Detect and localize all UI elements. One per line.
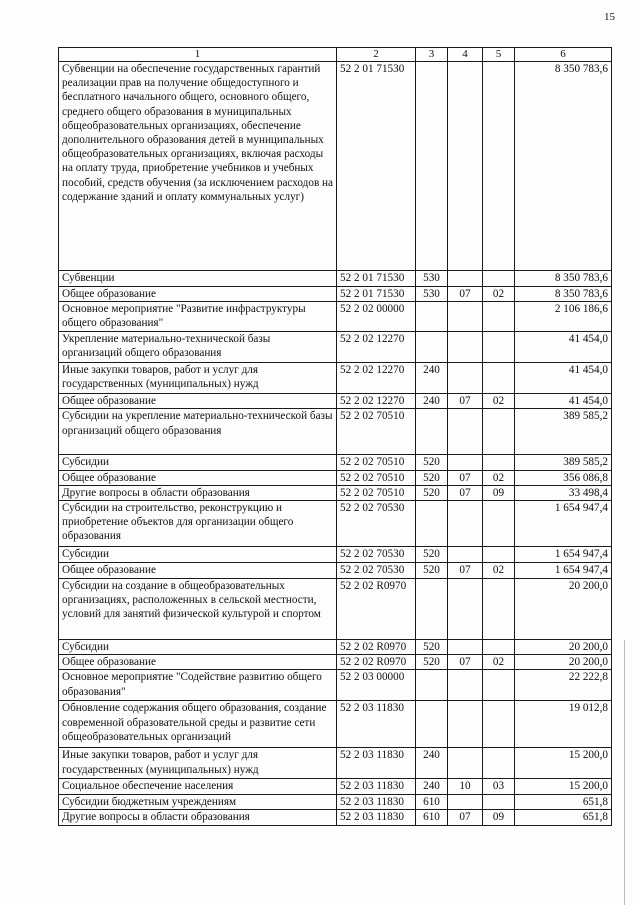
cell-sum: 1 654 947,4 bbox=[515, 501, 612, 547]
cell-vr bbox=[416, 579, 448, 640]
cell-name: Субсидии на строительство, реконструкцию и приобретение объектов для организации общего образования bbox=[59, 501, 337, 547]
cell-rz bbox=[448, 670, 483, 701]
cell-code: 52 2 02 R0970 bbox=[337, 640, 416, 655]
cell-vr: 610 bbox=[416, 809, 448, 825]
cell-pr: 09 bbox=[483, 485, 515, 500]
cell-name: Субвенции на обеспечение государственных гарантий реализации прав на получение общедоступного и бесплатного начального общего, основного общего, среднего общего образования в муниципальных общеобразовательных организациях, обеспечение дополнительного образования детей в муниципальных общеобразовательных организациях, включая расходы на оплату труда, приобретение учебников и учебных пособий, средств обучения (за исключением расходов на содержание зданий и оплату коммунальных услуг) bbox=[59, 62, 337, 271]
cell-code: 52 2 02 12270 bbox=[337, 363, 416, 394]
cell-pr bbox=[483, 455, 515, 470]
cell-code: 52 2 02 70510 bbox=[337, 409, 416, 455]
cell-name: Основное мероприятие "Содействие развитию общего образования" bbox=[59, 670, 337, 701]
cell-sum: 20 200,0 bbox=[515, 655, 612, 670]
cell-sum: 20 200,0 bbox=[515, 640, 612, 655]
cell-sum: 8 350 783,6 bbox=[515, 62, 612, 271]
cell-sum: 8 350 783,6 bbox=[515, 287, 612, 302]
cell-name: Субсидии на создание в общеобразовательных организациях, расположенных в сельской местности, условий для занятий физической культурой и спортом bbox=[59, 579, 337, 640]
cell-sum: 356 086,8 bbox=[515, 470, 612, 485]
cell-sum: 1 654 947,4 bbox=[515, 563, 612, 579]
cell-pr bbox=[483, 363, 515, 394]
cell-rz bbox=[448, 501, 483, 547]
cell-code: 52 2 01 71530 bbox=[337, 271, 416, 287]
cell-vr: 520 bbox=[416, 547, 448, 563]
cell-pr bbox=[483, 794, 515, 809]
cell-rz: 07 bbox=[448, 287, 483, 302]
cell-pr bbox=[483, 332, 515, 363]
cell-sum: 651,8 bbox=[515, 809, 612, 825]
header-col-5: 5 bbox=[483, 48, 515, 62]
cell-name: Субсидии bbox=[59, 455, 337, 470]
header-col-3: 3 bbox=[416, 48, 448, 62]
table-row bbox=[59, 363, 612, 394]
cell-pr bbox=[483, 547, 515, 563]
cell-sum: 20 200,0 bbox=[515, 579, 612, 640]
header-col-4: 4 bbox=[448, 48, 483, 62]
cell-code: 52 2 01 71530 bbox=[337, 62, 416, 271]
table-row bbox=[59, 287, 612, 302]
cell-pr: 02 bbox=[483, 655, 515, 670]
cell-rz bbox=[448, 547, 483, 563]
cell-vr: 240 bbox=[416, 363, 448, 394]
cell-vr bbox=[416, 332, 448, 363]
table-row bbox=[59, 409, 612, 455]
cell-vr: 520 bbox=[416, 470, 448, 485]
cell-vr bbox=[416, 62, 448, 271]
table-row bbox=[59, 794, 612, 809]
cell-code: 52 2 03 11830 bbox=[337, 748, 416, 779]
table-row bbox=[59, 579, 612, 640]
cell-code: 52 2 03 11830 bbox=[337, 701, 416, 748]
cell-vr: 240 bbox=[416, 394, 448, 409]
cell-code: 52 2 02 70510 bbox=[337, 485, 416, 500]
cell-vr: 240 bbox=[416, 779, 448, 794]
cell-pr bbox=[483, 748, 515, 779]
cell-code: 52 2 02 70530 bbox=[337, 563, 416, 579]
table-row bbox=[59, 640, 612, 655]
cell-sum: 8 350 783,6 bbox=[515, 271, 612, 287]
cell-sum: 389 585,2 bbox=[515, 455, 612, 470]
cell-vr bbox=[416, 701, 448, 748]
header-row bbox=[59, 48, 612, 62]
cell-pr bbox=[483, 271, 515, 287]
cell-code: 52 2 02 12270 bbox=[337, 394, 416, 409]
cell-name: Другие вопросы в области образования bbox=[59, 485, 337, 500]
cell-code: 52 2 03 11830 bbox=[337, 779, 416, 794]
cell-code: 52 2 02 12270 bbox=[337, 332, 416, 363]
cell-name: Общее образование bbox=[59, 394, 337, 409]
cell-rz bbox=[448, 794, 483, 809]
cell-rz bbox=[448, 455, 483, 470]
cell-pr: 02 bbox=[483, 287, 515, 302]
cell-name: Общее образование bbox=[59, 563, 337, 579]
cell-rz: 10 bbox=[448, 779, 483, 794]
cell-rz: 07 bbox=[448, 809, 483, 825]
table-row bbox=[59, 655, 612, 670]
cell-rz bbox=[448, 640, 483, 655]
cell-rz bbox=[448, 271, 483, 287]
cell-rz: 07 bbox=[448, 394, 483, 409]
table-row bbox=[59, 501, 612, 547]
cell-sum: 41 454,0 bbox=[515, 363, 612, 394]
cell-name: Другие вопросы в области образования bbox=[59, 809, 337, 825]
cell-sum: 22 222,8 bbox=[515, 670, 612, 701]
cell-vr bbox=[416, 302, 448, 332]
cell-rz bbox=[448, 701, 483, 748]
cell-code: 52 2 03 11830 bbox=[337, 809, 416, 825]
cell-vr: 520 bbox=[416, 655, 448, 670]
table-row bbox=[59, 302, 612, 332]
header-col-6: 6 bbox=[515, 48, 612, 62]
cell-rz bbox=[448, 579, 483, 640]
cell-pr bbox=[483, 501, 515, 547]
cell-pr bbox=[483, 579, 515, 640]
cell-name: Социальное обеспечение населения bbox=[59, 779, 337, 794]
cell-pr: 02 bbox=[483, 563, 515, 579]
table-row bbox=[59, 748, 612, 779]
cell-code: 52 2 02 70530 bbox=[337, 547, 416, 563]
cell-vr: 530 bbox=[416, 271, 448, 287]
cell-pr: 03 bbox=[483, 779, 515, 794]
cell-sum: 33 498,4 bbox=[515, 485, 612, 500]
cell-rz bbox=[448, 62, 483, 271]
cell-code: 52 2 02 70510 bbox=[337, 455, 416, 470]
cell-pr bbox=[483, 640, 515, 655]
cell-rz: 07 bbox=[448, 485, 483, 500]
cell-name: Иные закупки товаров, работ и услуг для государственных (муниципальных) нужд bbox=[59, 748, 337, 779]
cell-name: Укрепление материально-технической базы организаций общего образования bbox=[59, 332, 337, 363]
cell-code: 52 2 03 00000 bbox=[337, 670, 416, 701]
cell-vr: 520 bbox=[416, 563, 448, 579]
cell-vr bbox=[416, 670, 448, 701]
cell-code: 52 2 01 71530 bbox=[337, 287, 416, 302]
cell-pr bbox=[483, 302, 515, 332]
table-row bbox=[59, 271, 612, 287]
cell-pr bbox=[483, 62, 515, 271]
cell-pr: 09 bbox=[483, 809, 515, 825]
table-row bbox=[59, 547, 612, 563]
cell-name: Общее образование bbox=[59, 470, 337, 485]
cell-pr bbox=[483, 701, 515, 748]
cell-vr: 610 bbox=[416, 794, 448, 809]
cell-pr: 02 bbox=[483, 470, 515, 485]
cell-vr: 520 bbox=[416, 485, 448, 500]
table-row bbox=[59, 62, 612, 271]
cell-sum: 41 454,0 bbox=[515, 394, 612, 409]
page-number: 15 bbox=[604, 11, 615, 23]
cell-sum: 15 200,0 bbox=[515, 748, 612, 779]
cell-name: Иные закупки товаров, работ и услуг для государственных (муниципальных) нужд bbox=[59, 363, 337, 394]
cell-rz: 07 bbox=[448, 470, 483, 485]
table-row bbox=[59, 809, 612, 825]
cell-name: Субсидии bbox=[59, 640, 337, 655]
cell-sum: 651,8 bbox=[515, 794, 612, 809]
cell-code: 52 2 02 70510 bbox=[337, 470, 416, 485]
cell-name: Общее образование bbox=[59, 287, 337, 302]
cell-code: 52 2 02 00000 bbox=[337, 302, 416, 332]
cell-vr bbox=[416, 501, 448, 547]
budget-table bbox=[58, 47, 612, 826]
cell-name: Субвенции bbox=[59, 271, 337, 287]
cell-rz: 07 bbox=[448, 655, 483, 670]
cell-rz bbox=[448, 302, 483, 332]
cell-pr bbox=[483, 670, 515, 701]
table-body bbox=[59, 62, 612, 826]
header-col-2: 2 bbox=[337, 48, 416, 62]
table-row bbox=[59, 455, 612, 470]
cell-vr bbox=[416, 409, 448, 455]
header-col-1: 1 bbox=[59, 48, 337, 62]
cell-sum: 15 200,0 bbox=[515, 779, 612, 794]
table-row bbox=[59, 394, 612, 409]
cell-code: 52 2 03 11830 bbox=[337, 794, 416, 809]
table-row bbox=[59, 470, 612, 485]
cell-code: 52 2 02 R0970 bbox=[337, 655, 416, 670]
cell-name: Субсидии бюджетным учреждениям bbox=[59, 794, 337, 809]
cell-code: 52 2 02 R0970 bbox=[337, 579, 416, 640]
cell-sum: 2 106 186,6 bbox=[515, 302, 612, 332]
cell-sum: 1 654 947,4 bbox=[515, 547, 612, 563]
table-row bbox=[59, 563, 612, 579]
cell-sum: 389 585,2 bbox=[515, 409, 612, 455]
table-row bbox=[59, 332, 612, 363]
cell-rz bbox=[448, 748, 483, 779]
scan-edge-line bbox=[624, 640, 625, 905]
cell-rz bbox=[448, 332, 483, 363]
cell-vr: 240 bbox=[416, 748, 448, 779]
cell-vr: 520 bbox=[416, 640, 448, 655]
cell-vr: 530 bbox=[416, 287, 448, 302]
cell-name: Обновление содержания общего образования, создание современной образовательной среды и развитие сети общеобразовательных организаций bbox=[59, 701, 337, 748]
table-row bbox=[59, 670, 612, 701]
cell-sum: 19 012,8 bbox=[515, 701, 612, 748]
cell-rz bbox=[448, 409, 483, 455]
table-row bbox=[59, 779, 612, 794]
cell-name: Субсидии на укрепление материально-технической базы организаций общего образования bbox=[59, 409, 337, 455]
cell-pr: 02 bbox=[483, 394, 515, 409]
table-row bbox=[59, 485, 612, 500]
cell-rz bbox=[448, 363, 483, 394]
cell-pr bbox=[483, 409, 515, 455]
cell-name: Общее образование bbox=[59, 655, 337, 670]
table-row bbox=[59, 701, 612, 748]
cell-code: 52 2 02 70530 bbox=[337, 501, 416, 547]
cell-sum: 41 454,0 bbox=[515, 332, 612, 363]
cell-name: Основное мероприятие "Развитие инфраструктуры общего образования" bbox=[59, 302, 337, 332]
cell-vr: 520 bbox=[416, 455, 448, 470]
cell-rz: 07 bbox=[448, 563, 483, 579]
cell-name: Субсидии bbox=[59, 547, 337, 563]
